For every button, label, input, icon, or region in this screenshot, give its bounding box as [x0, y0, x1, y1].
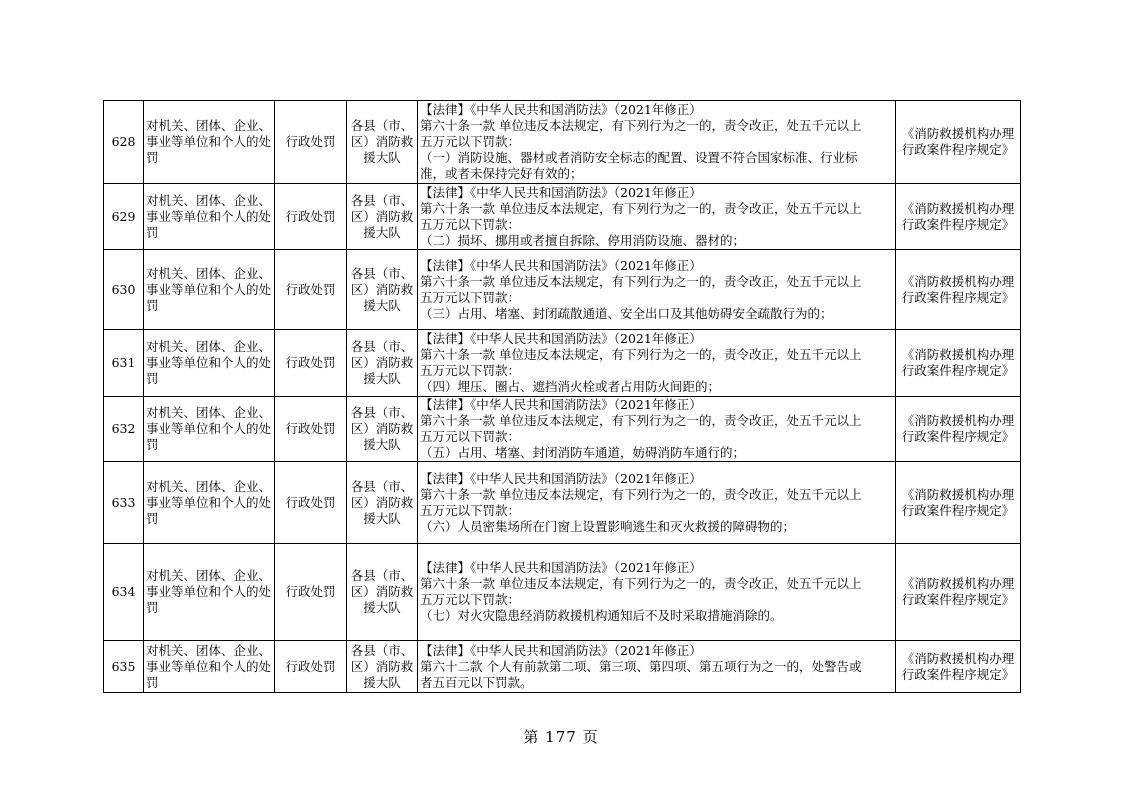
penalty-type: 行政处罚: [275, 544, 347, 641]
legal-basis-line: 第六十条一款 单位违反本法规定，有下列行为之一的，责令改正，处五千元以上: [420, 118, 862, 133]
penalty-type: 行政处罚: [275, 641, 347, 693]
legal-basis-line: 五万元以下罚款：: [420, 502, 521, 518]
enforcement-dept: 各县（市、区）消防救援大队: [347, 184, 418, 250]
item-name: 对机关、团体、企业、事业等单位和个人的处罚: [144, 330, 275, 397]
legal-basis-line: 者五百元以下罚款。: [420, 674, 533, 690]
table-row: [104, 101, 1021, 184]
legal-basis-line: 【法律】《中华人民共和国消防法》（2021年修正）: [420, 257, 702, 273]
table-row: [104, 184, 1021, 250]
row-number: 630: [104, 250, 144, 330]
enforcement-dept: 各县（市、区）消防救援大队: [347, 250, 418, 330]
enforcement-dept: 各县（市、区）消防救援大队: [347, 641, 418, 693]
penalty-type: 行政处罚: [275, 330, 347, 397]
item-name: 对机关、团体、企业、事业等单位和个人的处罚: [144, 250, 275, 330]
procedure-reference: 《消防救援机构办理行政案件程序规定》: [896, 250, 1021, 330]
legal-basis-line: 五万元以下罚款：: [420, 429, 521, 444]
legal-basis: [418, 641, 896, 693]
procedure-reference: 《消防救援机构办理行政案件程序规定》: [896, 641, 1021, 693]
legal-basis: [418, 250, 896, 330]
enforcement-dept: 各县（市、区）消防救援大队: [347, 397, 418, 462]
legal-basis-line: 第六十条一款 单位违反本法规定，有下列行为之一的，责令改正，处五千元以上: [420, 413, 862, 428]
legal-basis-line: 【法律】《中华人民共和国消防法》（2021年修正）: [420, 397, 702, 412]
procedure-reference: 《消防救援机构办理行政案件程序规定》: [896, 184, 1021, 250]
procedure-reference: 《消防救援机构办理行政案件程序规定》: [896, 101, 1021, 184]
legal-basis-line: 第六十条一款 单位违反本法规定，有下列行为之一的，责令改正，处五千元以上: [420, 273, 862, 289]
enforcement-dept: 各县（市、区）消防救援大队: [347, 462, 418, 544]
legal-basis: [418, 462, 896, 544]
table-row: [104, 641, 1021, 693]
legal-basis-line: 准，或者未保持完好有效的；: [420, 166, 583, 181]
enforcement-dept: 各县（市、区）消防救援大队: [347, 330, 418, 397]
legal-basis-line: 五万元以下罚款：: [420, 363, 521, 378]
item-name: 对机关、团体、企业、事业等单位和个人的处罚: [144, 544, 275, 641]
penalty-type: 行政处罚: [275, 101, 347, 184]
row-number: 632: [104, 397, 144, 462]
legal-basis-line: （六）人员密集场所在门窗上设置影响逃生和灭火救援的障碍物的；: [420, 518, 796, 534]
row-number: 635: [104, 641, 144, 693]
legal-basis: [418, 330, 896, 397]
legal-basis-line: 五万元以下罚款：: [420, 289, 521, 305]
penalty-type: 行政处罚: [275, 184, 347, 250]
legal-basis-line: 第六十条一款 单位违反本法规定，有下列行为之一的，责令改正，处五千元以上: [420, 200, 862, 216]
item-name: 对机关、团体、企业、事业等单位和个人的处罚: [144, 101, 275, 184]
table-row: [104, 397, 1021, 462]
legal-basis: [418, 544, 896, 641]
table-body: [104, 101, 1021, 693]
row-number: 633: [104, 462, 144, 544]
legal-basis-line: （四）埋压、圈占、遮挡消火栓或者占用防火间距的；: [420, 379, 721, 394]
legal-basis-line: 第六十条一款 单位违反本法规定，有下列行为之一的，责令改正，处五千元以上: [420, 486, 862, 502]
legal-basis-line: （五）占用、堵塞、封闭消防车通道，妨碍消防车通行的；: [420, 445, 746, 460]
enforcement-dept: 各县（市、区）消防救援大队: [347, 101, 418, 184]
penalty-type: 行政处罚: [275, 250, 347, 330]
legal-basis: [418, 397, 896, 462]
legal-basis-line: 第六十条一款 单位违反本法规定，有下列行为之一的，责令改正，处五千元以上: [420, 347, 862, 362]
legal-basis-line: 第六十二款 个人有前款第二项、第三项、第四项、第五项行为之一的，处警告或: [420, 658, 862, 674]
penalty-type: 行政处罚: [275, 462, 347, 544]
procedure-reference: 《消防救援机构办理行政案件程序规定》: [896, 330, 1021, 397]
legal-basis-line: 【法律】《中华人民共和国消防法》（2021年修正）: [420, 470, 702, 486]
table-row: [104, 544, 1021, 641]
table-row: [104, 250, 1021, 330]
row-number: 628: [104, 101, 144, 184]
procedure-reference: 《消防救援机构办理行政案件程序规定》: [896, 544, 1021, 641]
procedure-reference: 《消防救援机构办理行政案件程序规定》: [896, 397, 1021, 462]
legal-basis-line: 【法律】《中华人民共和国消防法》（2021年修正）: [420, 642, 702, 658]
page-number: 第 177 页: [523, 728, 599, 746]
legal-basis-line: 五万元以下罚款：: [420, 216, 521, 232]
enforcement-dept: 各县（市、区）消防救援大队: [347, 544, 418, 641]
table-row: [104, 462, 1021, 544]
row-number: 631: [104, 330, 144, 397]
item-name: 对机关、团体、企业、事业等单位和个人的处罚: [144, 462, 275, 544]
legal-basis-line: 【法律】《中华人民共和国消防法》（2021年修正）: [420, 331, 702, 346]
legal-basis-line: 第六十条一款 单位违反本法规定，有下列行为之一的，责令改正，处五千元以上: [420, 576, 862, 591]
legal-basis: [418, 184, 896, 250]
legal-basis-line: （一）消防设施、器材或者消防安全标志的配置、设置不符合国家标准、行业标: [420, 150, 858, 165]
legal-basis-line: （三）占用、堵塞、封闭疏散通道、安全出口及其他妨碍安全疏散行为的；: [420, 305, 833, 321]
item-name: 对机关、团体、企业、事业等单位和个人的处罚: [144, 184, 275, 250]
legal-basis-line: 【法律】《中华人民共和国消防法》（2021年修正）: [420, 102, 702, 117]
legal-basis-line: 【法律】《中华人民共和国消防法》（2021年修正）: [420, 560, 702, 575]
legal-basis-line: 五万元以下罚款：: [420, 592, 521, 607]
penalty-type: 行政处罚: [275, 397, 347, 462]
legal-basis-line: （七）对火灾隐患经消防救援机构通知后不及时采取措施消除的。: [420, 608, 783, 623]
legal-basis: [418, 101, 896, 184]
item-name: 对机关、团体、企业、事业等单位和个人的处罚: [144, 397, 275, 462]
item-name: 对机关、团体、企业、事业等单位和个人的处罚: [144, 641, 275, 693]
penalty-table: [103, 100, 1021, 693]
row-number: 629: [104, 184, 144, 250]
legal-basis-line: 【法律】《中华人民共和国消防法》（2021年修正）: [420, 184, 702, 200]
legal-basis-line: （二）损坏、挪用或者擅自拆除、停用消防设施、器材的；: [420, 232, 746, 248]
legal-basis-line: 五万元以下罚款：: [420, 134, 521, 149]
procedure-reference: 《消防救援机构办理行政案件程序规定》: [896, 462, 1021, 544]
row-number: 634: [104, 544, 144, 641]
table-row: [104, 330, 1021, 397]
